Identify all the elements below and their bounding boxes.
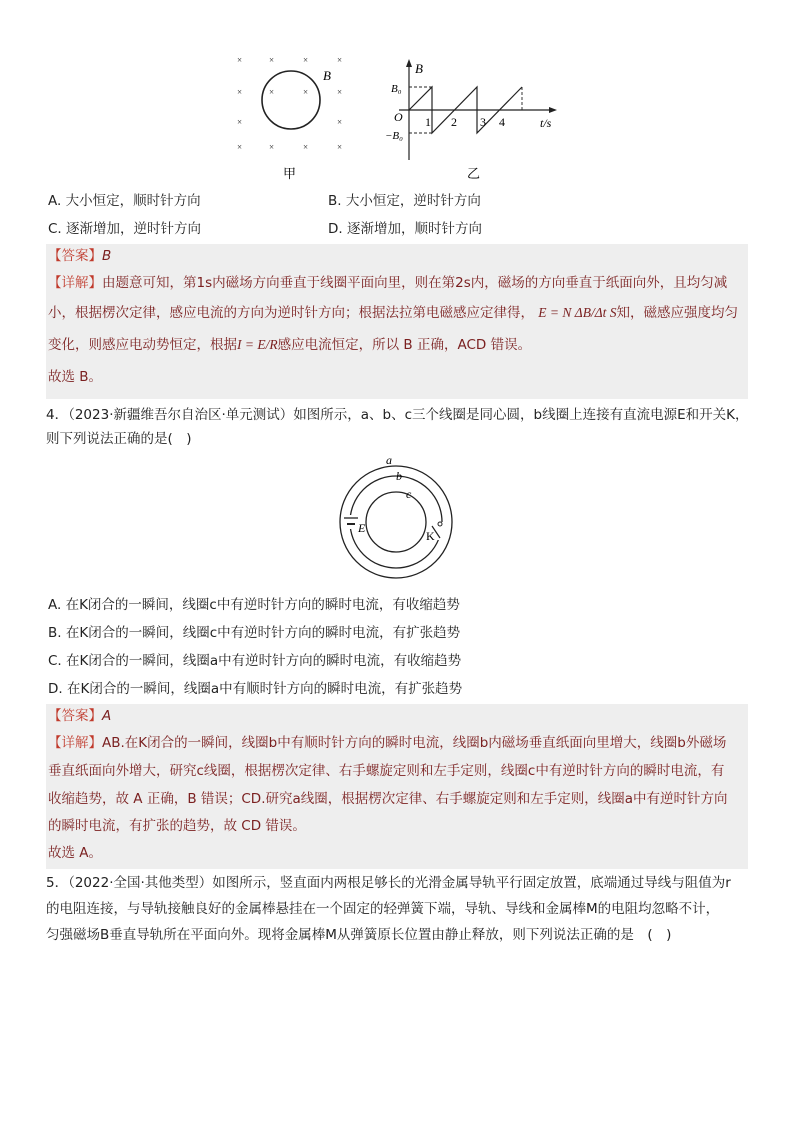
battery-gap — [346, 515, 356, 529]
svg-text:×: × — [269, 142, 275, 152]
faraday-formula: E = N ΔB/Δt S — [538, 305, 617, 320]
svg-text:×: × — [269, 55, 275, 65]
label-e: E — [358, 521, 366, 535]
answer-value: B — [102, 248, 112, 264]
b0-label: B₀ — [391, 83, 402, 95]
q3-detail-line-1 — [48, 274, 727, 292]
figure-jia — [225, 50, 355, 185]
svg-text:×: × — [303, 55, 309, 65]
q3-answer-block — [46, 244, 748, 399]
figure-yi — [385, 55, 565, 185]
origin-label: O — [394, 110, 403, 124]
q4-stem-line-1: 4．（2023·新疆维吾尔自治区·单元测试）如图所示，a、b、c三个线圈是同心圆，b线圈上连接有直流电源E和开关K， — [46, 407, 749, 423]
svg-text:×: × — [337, 142, 343, 152]
coil-c — [366, 492, 426, 552]
q3-detail-line-2 — [48, 304, 738, 322]
q4-option-b[interactable]: B. 在K闭合的一瞬间，线圈c中有逆时针方向的瞬时电流，有扩张趋势 — [48, 625, 461, 641]
q4-option-d[interactable]: D. 在K闭合的一瞬间，线圈a中有顺时针方向的瞬时电流，有扩张趋势 — [48, 681, 463, 697]
svg-text:×: × — [237, 117, 243, 127]
q5-stem-line-3: 匀强磁场B垂直导轨所在平面向外。现将金属棒M从弹簧原长位置由静止释放，则下列说法正确的是 ( ) — [46, 927, 672, 943]
svg-text:×: × — [337, 117, 343, 127]
b-axis-arrow — [406, 59, 412, 67]
svg-text:×: × — [269, 87, 275, 97]
neg-b0-label: −B₀ — [385, 130, 403, 142]
tick-2: 2 — [451, 115, 457, 129]
svg-text:×: × — [303, 87, 309, 97]
q4-detail-line-1 — [48, 734, 726, 752]
detail-label: 【详解】 — [48, 735, 102, 751]
q3-option-d[interactable]: D. 逐渐增加，顺时针方向 — [328, 221, 482, 237]
detail-text: 知，磁感应强度均匀 — [616, 305, 739, 321]
caption-yi: 乙 — [467, 166, 481, 181]
label-c: c — [406, 487, 412, 501]
label-b: b — [396, 469, 402, 483]
detail-text: AB.在K闭合的一瞬间，线圈b中有顺时针方向的瞬时电流，线圈b内磁场垂直纸面向里增大，线圈b外磁场 — [102, 735, 727, 751]
q4-detail-line-2: 垂直纸面向外增大，研究c线圈，根据楞次定律、右手螺旋定则和左手定则，线圈c中有逆时针方向的瞬时电流，有 — [48, 763, 725, 779]
tick-4: 4 — [499, 115, 505, 129]
answer-label: 【答案】 — [48, 248, 102, 264]
detail-text: 小，根据楞次定律，感应电流的方向为逆时针方向；根据法拉第电磁感应定律得， — [48, 305, 534, 321]
q4-option-a[interactable]: A. 在K闭合的一瞬间，线圈c中有逆时针方向的瞬时电流，有收缩趋势 — [48, 597, 460, 613]
answer-value: A — [102, 708, 112, 724]
q4-answer-block — [46, 704, 748, 869]
q4-detail-line-3: 收缩趋势，故 A 正确，B 错误；CD.研究a线圈，根据楞次定律、右手螺旋定则和左手定则，线圈a中有逆时针方向 — [48, 791, 728, 807]
tick-1: 1 — [425, 115, 431, 129]
detail-text: 变化，则感应电动势恒定，根据 — [48, 337, 237, 353]
ohm-formula: I = E/R — [237, 337, 278, 352]
detail-text: 感应电流恒定，所以 B 正确，ACD 错误。 — [277, 337, 532, 353]
svg-text:×: × — [303, 142, 309, 152]
q4-answer-line — [48, 707, 111, 725]
tick-3: 3 — [480, 115, 486, 129]
axis-label-b: B — [415, 61, 423, 76]
detail-label: 【详解】 — [48, 275, 102, 291]
q4-option-c[interactable]: C. 在K闭合的一瞬间，线圈a中有逆时针方向的瞬时电流，有收缩趋势 — [48, 653, 462, 669]
label-k: K — [426, 529, 435, 543]
q5-stem-line-2: 的电阻连接，与导轨接触良好的金属棒悬挂在一个固定的轻弹簧下端，导轨、导线和金属棒M的电阻均忽略不计， — [46, 901, 720, 917]
q3-option-b[interactable]: B. 大小恒定，逆时针方向 — [328, 193, 481, 209]
q3-detail-line-3 — [48, 336, 531, 354]
q3-option-a[interactable]: A. 大小恒定，顺时针方向 — [48, 193, 201, 209]
q4-stem-line-2: 则下列说法正确的是( ) — [46, 431, 192, 447]
svg-text:×: × — [337, 55, 343, 65]
q5-stem-line-1: 5．（2022·全国·其他类型）如图所示，竖直面内两根足够长的光滑金属导轨平行固定放置，底端通过导线与阻值为r — [46, 875, 731, 891]
answer-label: 【答案】 — [48, 708, 102, 724]
q3-detail-line-4: 故选 B。 — [48, 369, 103, 385]
label-a: a — [386, 453, 392, 467]
coil-circle — [262, 71, 320, 129]
svg-text:×: × — [337, 87, 343, 97]
q3-option-c[interactable]: C. 逐渐增加，逆时针方向 — [48, 221, 202, 237]
caption-jia: 甲 — [283, 166, 297, 181]
q3-answer-line — [48, 247, 111, 265]
field-label-b: B — [323, 68, 331, 83]
figure-coils — [330, 452, 460, 582]
q4-detail-line-4: 的瞬时电流，有扩张的趋势，故 CD 错误。 — [48, 818, 306, 834]
detail-text: 由题意可知，第1s内磁场方向垂直于线圈平面向里，则在第2s内，磁场的方向垂直于纸面向外，且均匀减 — [102, 275, 728, 291]
q4-detail-line-5: 故选 A。 — [48, 845, 103, 861]
axis-label-t: t/s — [540, 116, 552, 130]
svg-text:×: × — [237, 55, 243, 65]
svg-text:×: × — [237, 87, 243, 97]
t-axis-arrow — [549, 107, 557, 113]
svg-text:×: × — [237, 142, 243, 152]
